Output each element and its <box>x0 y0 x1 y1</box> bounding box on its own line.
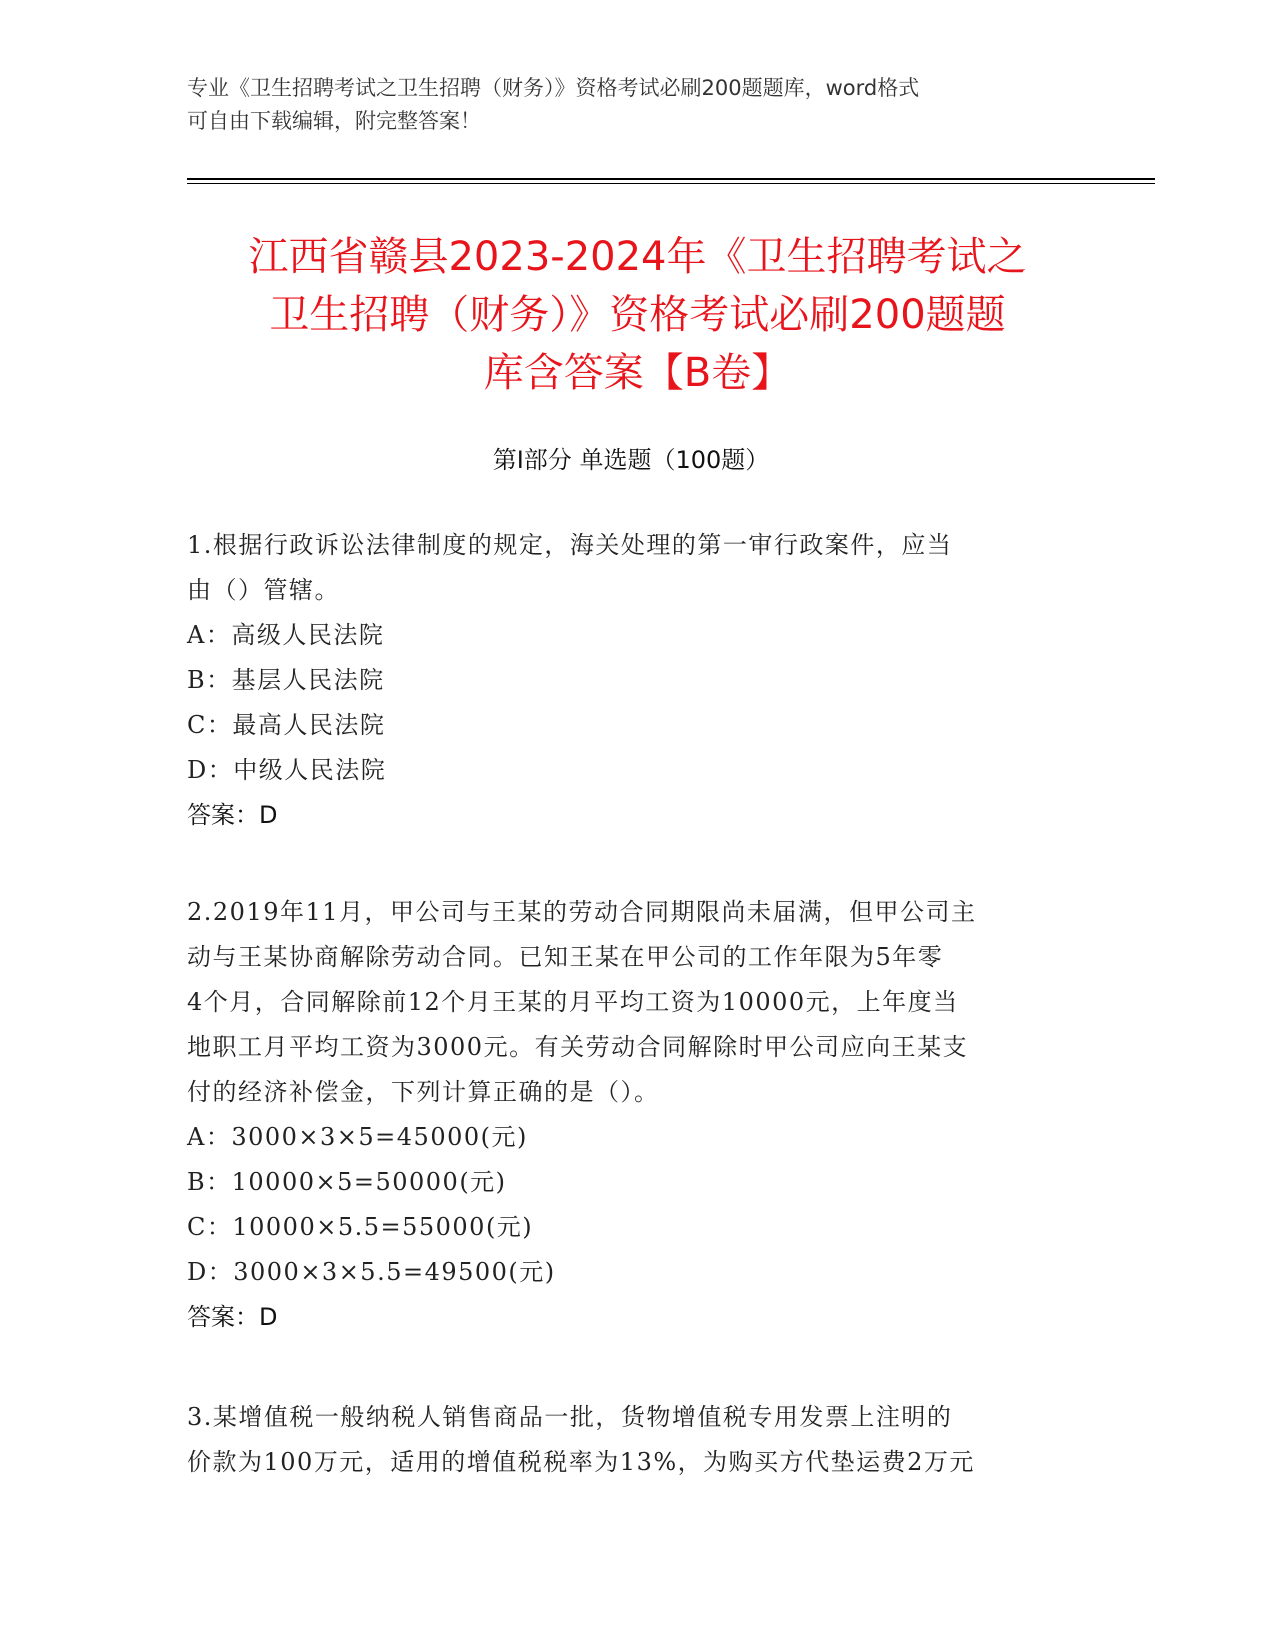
question-2 <box>187 890 1075 1340</box>
document-title-line-2: 卫生招聘（财务）》资格考试必刷200题题 <box>269 292 1006 338</box>
option-b: B：基层人民法院 <box>187 666 385 694</box>
option-a: A：3000×3×5=45000(元) <box>187 1123 528 1151</box>
answer: 答案：D <box>187 801 278 829</box>
option-c: C：10000×5.5=55000(元) <box>187 1213 534 1241</box>
question-stem-line: 付的经济补偿金，下列计算正确的是（）。 <box>187 1078 660 1106</box>
header-note-line-1: 专业《卫生招聘考试之卫生招聘（财务）》资格考试必刷200题题库，word格式 <box>187 76 920 100</box>
answer: 答案：D <box>187 1303 278 1331</box>
header-note-line-2: 可自由下载编辑，附完整答案！ <box>187 109 481 133</box>
header-divider-thin <box>187 183 1155 184</box>
document-title <box>180 228 1095 402</box>
header-divider-thick <box>187 178 1155 180</box>
question-stem-line: 动与王某协商解除劳动合同。已知王某在甲公司的工作年限为5年零 <box>187 943 944 971</box>
option-d: D：中级人民法院 <box>187 756 387 784</box>
option-c: C：最高人民法院 <box>187 711 386 739</box>
question-stem-line: 价款为100万元，适用的增值税税率为13%，为购买方代垫运费2万元 <box>187 1448 975 1476</box>
option-a: A：高级人民法院 <box>187 621 385 649</box>
document-title-line-1: 江西省赣县2023-2024年《卫生招聘考试之 <box>248 234 1027 280</box>
question-stem-line: 由（）管辖。 <box>187 576 340 604</box>
option-b: B：10000×5=50000(元) <box>187 1168 507 1196</box>
question-stem-line: 2.2019年11月，甲公司与王某的劳动合同期限尚未届满，但甲公司主 <box>187 898 977 926</box>
section-title: 第I部分 单选题（100题） <box>492 446 770 474</box>
document-title-line-3: 库含答案【B卷】 <box>483 350 792 396</box>
option-d: D：3000×3×5.5=49500(元) <box>187 1258 556 1286</box>
question-3 <box>187 1395 1075 1485</box>
question-stem-line: 地职工月平均工资为3000元。有关劳动合同解除时甲公司应向王某支 <box>187 1033 969 1061</box>
question-1 <box>187 523 1075 838</box>
question-stem-line: 3.某增值税一般纳税人销售商品一批，货物增值税专用发票上注明的 <box>187 1403 953 1431</box>
question-stem-line: 4个月，合同解除前12个月王某的月平均工资为10000元，上年度当 <box>187 988 959 1016</box>
header-note <box>187 72 1067 138</box>
question-stem-line: 1.根据行政诉讼法律制度的规定，海关处理的第一审行政案件，应当 <box>187 531 953 559</box>
